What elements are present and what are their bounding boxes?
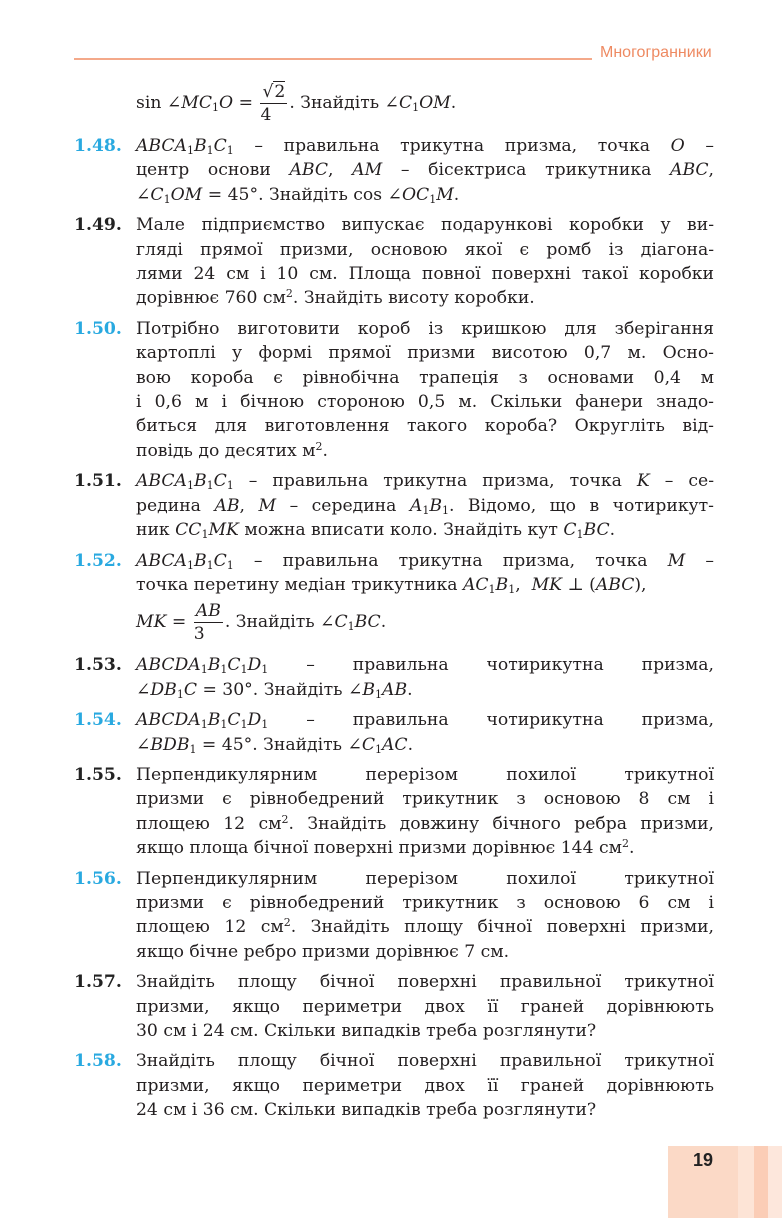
problem-number: 1.48. [74,136,122,156]
problem-1-55 [74,763,714,861]
text-line: якщо площа бічної поверхні призми дорівнює 144 $см^2$. [136,837,635,859]
text-line: $ABCA_1B_1C_1$ – правильна трикутна призма, точка M – [136,550,715,572]
text-line: $\sin \angle MC_1O$ = $\frac{√2}{4}$ . Знайдіть $\angle C_1OM$. [136,82,457,125]
problem-number: 1.58. [74,1051,122,1072]
problem-number: 1.53. [74,655,122,676]
text-line: Перпендикулярним перерізом похилої трикутної [136,764,714,785]
text-line: $\angle C_1OM = 45^\circ$. Знайдіть $\cos \angle OC_1M$. [136,184,460,206]
text-line: $\angle BDB_1 = 45^\circ$. Знайдіть $\angle C_1AC$. [136,734,414,756]
problem-list [74,78,714,1129]
text-line: вою короба є рівнобічна трапеція з основами 0,4 м [136,367,714,388]
text-line: Знайдіть площу бічної поверхні правильної трикутної [136,972,714,993]
text-line: 24 см і 36 см. Скільки випадків треба розглянути? [136,1100,597,1121]
text-line: призми, якщо периметри двох її граней дорівнюють [136,996,714,1017]
text-line: гляді прямої призми, основою якої є ромб із діагона- [136,239,714,260]
text-line: Знайдіть площу бічної поверхні правильної трикутної [136,1051,714,1072]
page-number: 19 [692,1150,714,1170]
text-line: ник $CC_1MK$ можна вписати коло. Знайдіть кут $C_1BC$. [136,520,616,542]
text-line: MK = $\frac{AB}{3}$ . Знайдіть $\angle C_1BC$. [136,601,387,645]
text-line: редина AB, M – середина $A_1B_1$. Відомо, що в чотирикут- [136,495,714,517]
problem-1-50 [74,317,714,463]
problem-number: 1.54. [74,710,122,731]
text-line: $ABCDA_1B_1C_1D_1$ – правильна чотирикутна призма, [136,710,714,732]
text-line: площею 12 $см^2$. Знайдіть довжину бічного ребра призми, [136,812,714,834]
text-line: призми є рівнобедрений трикутник з основою 6 см і [136,892,714,913]
problem-number: 1.52. [74,550,122,571]
problem-1-53 [74,653,714,702]
problem-number: 1.50. [74,318,122,339]
chapter-title: Многогранники [600,44,712,61]
problem-number: 1.51. [74,471,122,492]
problem-1-54 [74,708,714,757]
text-line: $\angle DB_1C = 30^\circ$. Знайдіть $\angle B_1AB$. [136,679,413,701]
text-line: точка перетину медіан трикутника $AC_1B_1$, MK ⊥ (ABC), [136,574,647,596]
text-line: Перпендикулярним перерізом похилої трикутної [136,868,714,889]
problem-number: 1.49. [74,215,122,236]
text-line: $ABCDA_1B_1C_1D_1$ – правильна чотирикутна призма, [136,655,714,677]
problem-1-57 [74,970,714,1043]
text-line: $ABCA_1B_1C_1$ – правильна трикутна призма, точка O – [136,136,715,157]
problem-1-58 [74,1049,714,1122]
text-line: дорівнює 760 $см^2$. Знайдіть висоту коробки. [136,287,535,309]
text-line: призми, якщо периметри двох її граней дорівнюють [136,1075,714,1096]
problem-1-47-continuation [74,78,714,128]
problem-1-48 [74,134,714,207]
text-line: Потрібно виготовити короб із кришкою для зберігання [136,318,714,339]
problem-1-49 [74,213,714,311]
text-line: повідь до десятих $м^2$. [136,439,328,461]
text-line: якщо бічне ребро призми дорівнює 7 см. [136,941,510,962]
problem-number: 1.56. [74,868,122,889]
text-line: центр основи ABC, AM – бісектриса трикутника ABC, [136,160,715,181]
text-line: призми є рівнобедрений трикутник з основою 8 см і [136,789,714,810]
problem-number: 1.57. [74,972,122,993]
header-rule [74,58,592,60]
problem-number: 1.55. [74,764,122,785]
text-line: 30 см і 24 см. Скільки випадків треба розглянути? [136,1021,597,1041]
text-line: $ABCA_1B_1C_1$ – правильна трикутна призма, точка K – се- [136,471,715,493]
problem-1-52 [74,549,714,648]
text-line: биться для виготовлення такого короба? Округліть від- [136,416,714,437]
text-line: і 0,6 м і бічною стороною 0,5 м. Скільки фанери знадо- [136,392,714,413]
problem-1-56 [74,867,714,965]
text-line: площею 12 $см^2$. Знайдіть площу бічної поверхні призми, [136,916,714,938]
problem-1-51 [74,469,714,542]
text-line: картоплі у формі прямої призми висотою 0,7 м. Осно- [136,343,714,364]
text-line: лями 24 см і 10 см. Площа повної поверхні такої коробки [136,264,714,285]
text-line: Мале підприємство випускає подарункові коробки у ви- [136,215,714,236]
